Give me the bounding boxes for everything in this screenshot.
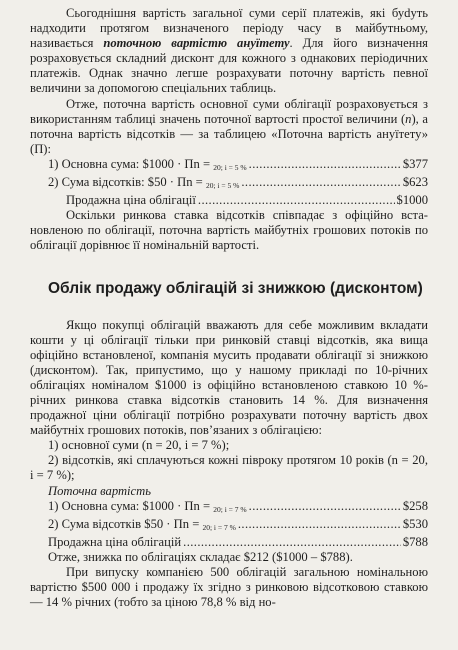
text-run: Сьогоднішня вартість загальної суми серії платежів, які буdуть надходити протягом визначеного періоду часу в майбутньому, називається <box>30 6 428 51</box>
calc-value: $258 <box>402 498 428 513</box>
calc-label: 2) Сума відсотків: $50 · Пn = <box>48 175 203 190</box>
calc-row-sale-price <box>30 193 428 208</box>
text-run: . Для його визначення розраховується складний дисконт для кожного з однакових періодичних платежів. Однак значно легше розрахувати поточну вартість певної величини за допомогою спеціальних таблиць. <box>30 36 428 96</box>
leader-dots <box>249 157 401 172</box>
calc-label: 1) Основна сума: $1000 · Пn = <box>48 498 211 513</box>
calc-value: $377 <box>402 156 428 171</box>
calc-row-sale-price-discount <box>30 535 428 550</box>
paragraph-issue-example: При випуску компанією 500 облігацій загальною номінальною вартістю $500 000 і продажу їх згідно з ринковою відсотковою ставкою — 14 % річних (тобто за ціною 78,8 % від но- <box>30 565 428 610</box>
calc-row-interest <box>30 175 428 193</box>
leader-dots <box>183 535 401 550</box>
leader-dots <box>241 175 400 190</box>
section-heading: Облік продажу облігацій зі знижкою (дисконтом) <box>48 279 423 297</box>
paragraph-discount-intro: Якщо покупці облігацій вважають для себе можливим вкладати кошти у ці облігації тільки при ринковій ставці відсотків, яка вища офіційно встановленої, компанія мусить продавати облігації зі знижкою (дисконтом). Так, припустимо, що у нашому прикладі по 10-річних облігаціях номіналом $1000 із офіційно встановленою ставкою 10 %-річних ринкова ставка відсотків становить 14 %. Для визначення продажної ціни облігації потрібно розрахувати поточну вартість двох майбутніх грошових потоків, пов’язаних з облігацією: <box>30 317 428 438</box>
calc-value: $788 <box>402 534 428 549</box>
paragraph-discount-amount: Отже, знижка по облігаціях складає $212 ($1000 – $788). <box>48 549 353 564</box>
calc-subscript: 20; i = 7 % <box>213 504 247 514</box>
calc-label: Продажна ціна облігацій <box>48 534 182 549</box>
leader-dots <box>249 499 401 514</box>
calc-row-principal-discount <box>30 499 428 517</box>
paragraph-annuity-definition <box>30 6 428 97</box>
variable-n: n <box>405 111 412 126</box>
term-annuity-present-value: поточною вартістю ануїтету <box>103 36 290 51</box>
text-run: Отже, поточна вартість основної суми облігації розраховується з використанням таблиці значень поточної вартості простої величини ( <box>30 96 428 126</box>
calc-subscript: 20; i = 7 % <box>202 522 236 532</box>
calc-label: 2) Сума відсотків $50 · Пn = <box>48 516 200 531</box>
calc-value: $623 <box>402 175 428 190</box>
calc-subscript: 20; i = 5 % <box>213 162 247 172</box>
paragraph-present-value-method <box>30 97 428 157</box>
leader-dots <box>198 193 395 208</box>
leader-dots <box>238 517 401 532</box>
calc-value: $530 <box>402 516 428 531</box>
calc-value: $1000 <box>396 193 428 208</box>
text-run: ), а поточна вартість відсотків — за таблицею «Поточна вартість ануїтету» (П): <box>30 111 428 156</box>
calc-row-principal <box>30 157 428 175</box>
calc-subscript: 20; i = 5 % <box>205 181 240 191</box>
list-item-principal: 1) основної суми (n = 20, i = 7 %); <box>48 438 230 453</box>
calc-label: Продажна ціна облігації <box>66 193 196 208</box>
paragraph-market-rate-equal: Оскільки ринкова ставка відсотків співпадає з офіційно встановленою по облігації, поточна вартість майбутніх грошових потоків по облігації дорівнює її номінальній вартості. <box>30 208 428 253</box>
calc-label: 1) Основна сума: $1000 · Пn = <box>48 156 211 171</box>
calc-row-interest-discount <box>30 517 428 535</box>
list-item-interest: 2) відсотків, які сплачуються кожні півроку протягом 10 років (n = 20, i = 7 %); <box>30 453 428 483</box>
subheading-present-value: Поточна вартість <box>48 483 151 498</box>
